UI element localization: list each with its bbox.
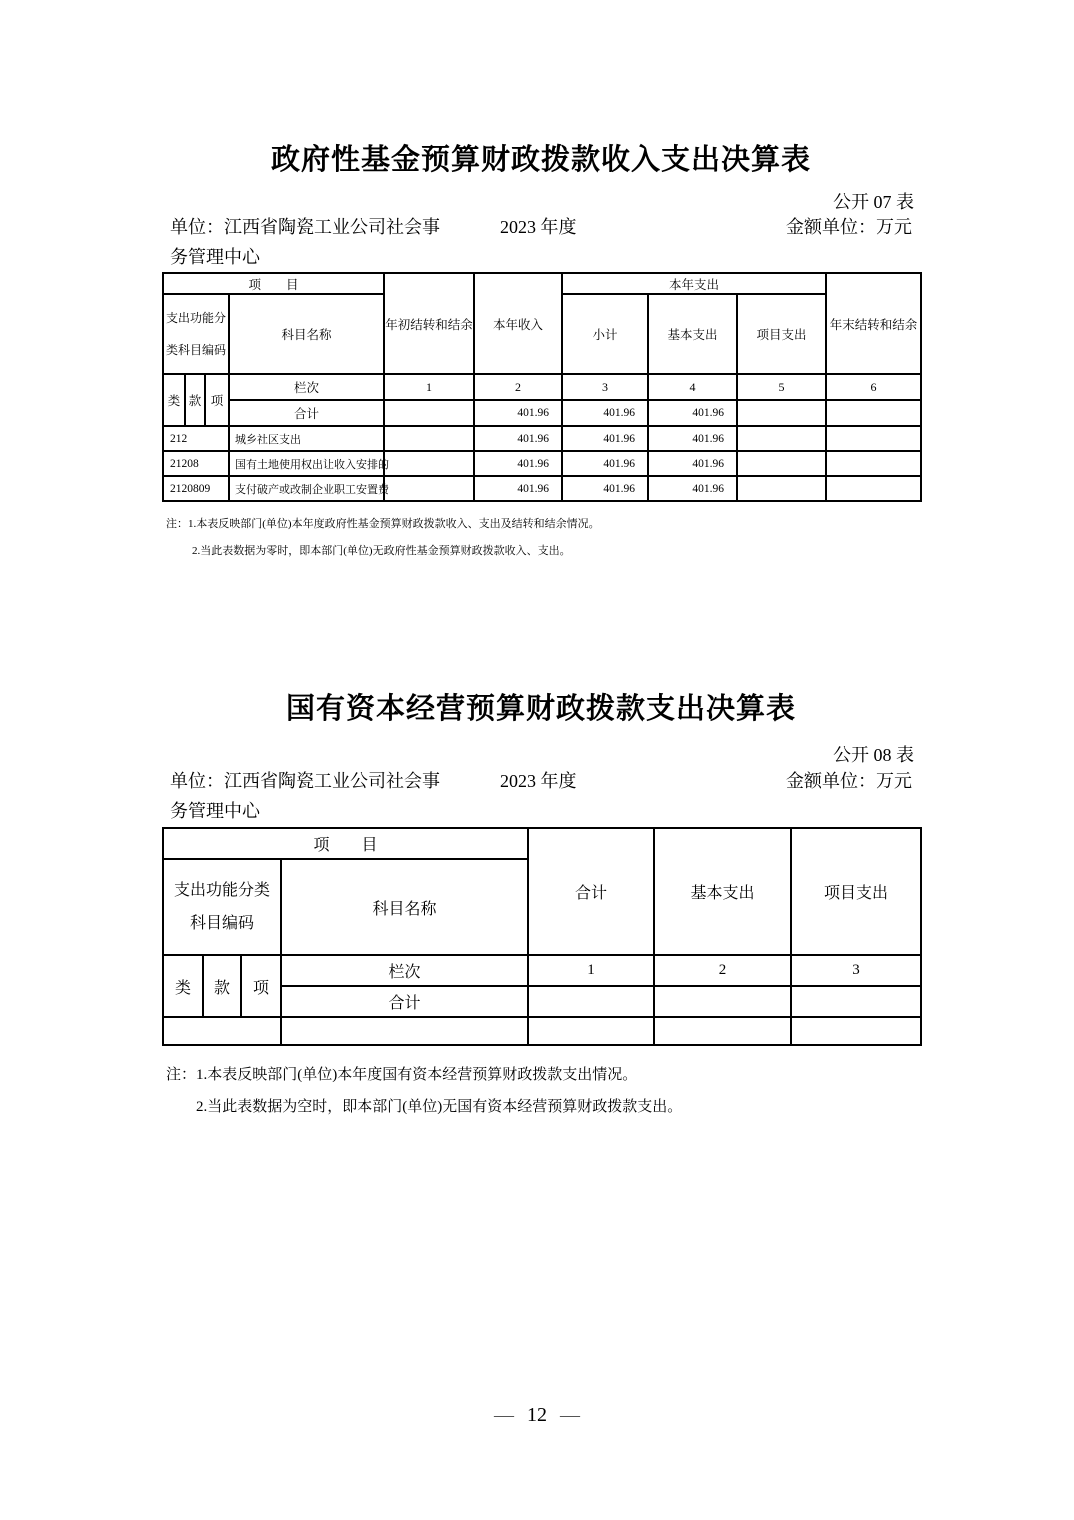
t1-header-subtotal: 小计 — [562, 294, 648, 374]
table-notes — [166, 517, 924, 558]
column-number: 3 — [791, 955, 921, 986]
t1-header-project-expenditure: 项目支出 — [737, 294, 826, 374]
t2-header-item: 项 目 — [163, 828, 528, 859]
column-number: 1 — [528, 955, 654, 986]
note-line: 2.当此表数据为空时，即本部门(单位)无国有资本经营预算财政拨款支出。 — [196, 1099, 683, 1115]
value-cell — [384, 451, 474, 476]
fiscal-year: 2023 年度 — [500, 771, 577, 791]
report-title-gov-fund: 政府性基金预算财政拨款收入支出决算表 — [270, 144, 811, 176]
total-label: 合计 — [281, 986, 528, 1017]
value-cell — [826, 476, 921, 501]
t1-header-basic-expenditure: 基本支出 — [648, 294, 737, 374]
column-number: 2 — [474, 374, 562, 400]
empty-value-cell — [528, 1017, 654, 1045]
column-number: 4 — [648, 374, 737, 400]
value-cell: 401.96 — [474, 476, 562, 501]
value-cell: 401.96 — [562, 476, 648, 501]
value-cell — [737, 400, 826, 426]
t1-col-section: 款 — [185, 374, 205, 426]
t2-header-total: 合计 — [528, 828, 654, 955]
table-row — [163, 955, 921, 986]
table-notes — [166, 1066, 924, 1117]
empty-code-cell — [163, 1017, 281, 1045]
code-cell: 21208 — [163, 451, 229, 476]
func-code-line2: 类科目编码 — [165, 343, 226, 357]
t1-header-current-expenditure: 本年支出 — [562, 273, 826, 294]
value-cell — [826, 426, 921, 451]
value-cell — [791, 986, 921, 1017]
t2-col-item: 项 — [241, 955, 281, 1017]
t2-header-subject-name: 科目名称 — [281, 859, 528, 955]
t1-header-item: 项 目 — [163, 273, 384, 294]
gov-fund-table — [162, 272, 922, 502]
t1-lanci-label: 栏次 — [229, 374, 384, 400]
empty-name-cell — [281, 1017, 528, 1045]
value-cell — [737, 476, 826, 501]
amount-unit: 金额单位：万元 — [786, 771, 912, 791]
note-line: 注：1.本表反映部门(单位)本年度国有资本经营预算财政拨款支出情况。 — [166, 1067, 638, 1083]
column-number: 5 — [737, 374, 826, 400]
t1-header-subject-name: 科目名称 — [229, 294, 384, 374]
func-code-line1: 支出功能分类 — [173, 882, 270, 899]
table-row — [163, 374, 921, 400]
note-line: 注：1.本表反映部门(单位)本年度政府性基金预算财政拨款收入、支出及结转和结余情况。 — [166, 518, 600, 530]
note-line: 2.当此表数据为零时，即本部门(单位)无政府性基金预算财政拨款收入、支出。 — [192, 545, 571, 557]
t2-header-func-code — [163, 859, 281, 955]
value-cell: 401.96 — [474, 451, 562, 476]
name-cell: 支付破产或改制企业职工安置费 — [229, 476, 384, 501]
func-code-line2: 科目编码 — [189, 915, 254, 932]
name-cell: 国有土地使用权出让收入安排的 — [229, 451, 384, 476]
column-number: 6 — [826, 374, 921, 400]
t1-header-opening-balance: 年初结转和结余 — [384, 273, 474, 374]
empty-value-cell — [791, 1017, 921, 1045]
table-row — [163, 451, 921, 476]
value-cell — [826, 400, 921, 426]
t1-header-current-income: 本年收入 — [474, 273, 562, 374]
t1-header-closing-balance: 年末结转和结余 — [826, 273, 921, 374]
t2-header-basic-expenditure: 基本支出 — [654, 828, 791, 955]
t1-header-func-code — [163, 294, 229, 374]
report-title-state-capital: 国有资本经营预算财政拨款支出决算表 — [285, 693, 796, 725]
value-cell — [528, 986, 654, 1017]
value-cell: 401.96 — [648, 451, 737, 476]
table-row — [163, 828, 921, 859]
table-row — [163, 426, 921, 451]
footer-dash: — — [494, 1404, 514, 1426]
name-cell: 城乡社区支出 — [229, 426, 384, 451]
column-number: 3 — [562, 374, 648, 400]
value-cell — [737, 451, 826, 476]
t1-col-class: 类 — [163, 374, 185, 426]
value-cell: 401.96 — [562, 451, 648, 476]
report-meta-2 — [162, 766, 920, 828]
value-cell: 401.96 — [474, 426, 562, 451]
fiscal-year: 2023 年度 — [500, 217, 577, 237]
unit-name: 单位：江西省陶瓷工业公司社会事务管理中心 — [170, 771, 440, 821]
value-cell — [654, 986, 791, 1017]
table-row — [163, 1017, 921, 1045]
t2-lanci-label: 栏次 — [281, 955, 528, 986]
doc-label-07: 公开 07 表 — [833, 192, 914, 212]
value-cell: 401.96 — [648, 476, 737, 501]
page-number: 12 — [527, 1404, 547, 1426]
doc-label-08: 公开 08 表 — [833, 745, 914, 765]
value-cell — [384, 426, 474, 451]
value-cell: 401.96 — [562, 400, 648, 426]
table-row — [163, 273, 921, 294]
t2-header-project-expenditure: 项目支出 — [791, 828, 921, 955]
table-row — [163, 476, 921, 501]
page-footer — [0, 1402, 1074, 1428]
value-cell — [737, 426, 826, 451]
report-meta-1 — [162, 212, 920, 274]
total-label: 合计 — [229, 400, 384, 426]
column-number: 2 — [654, 955, 791, 986]
value-cell: 401.96 — [562, 426, 648, 451]
unit-name: 单位：江西省陶瓷工业公司社会事务管理中心 — [170, 217, 440, 267]
func-code-line1: 支出功能分 — [165, 311, 226, 325]
table-row-total — [163, 400, 921, 426]
state-capital-table — [162, 827, 922, 1046]
value-cell — [384, 400, 474, 426]
value-cell: 401.96 — [474, 400, 562, 426]
t2-col-class: 类 — [163, 955, 203, 1017]
empty-value-cell — [654, 1017, 791, 1045]
value-cell: 401.96 — [648, 400, 737, 426]
code-cell: 2120809 — [163, 476, 229, 501]
value-cell — [384, 476, 474, 501]
footer-dash: — — [560, 1404, 580, 1426]
value-cell: 401.96 — [648, 426, 737, 451]
value-cell — [826, 451, 921, 476]
code-cell: 212 — [163, 426, 229, 451]
column-number: 1 — [384, 374, 474, 400]
t2-col-section: 款 — [203, 955, 241, 1017]
t1-col-item: 项 — [205, 374, 229, 426]
amount-unit: 金额单位：万元 — [786, 217, 912, 237]
